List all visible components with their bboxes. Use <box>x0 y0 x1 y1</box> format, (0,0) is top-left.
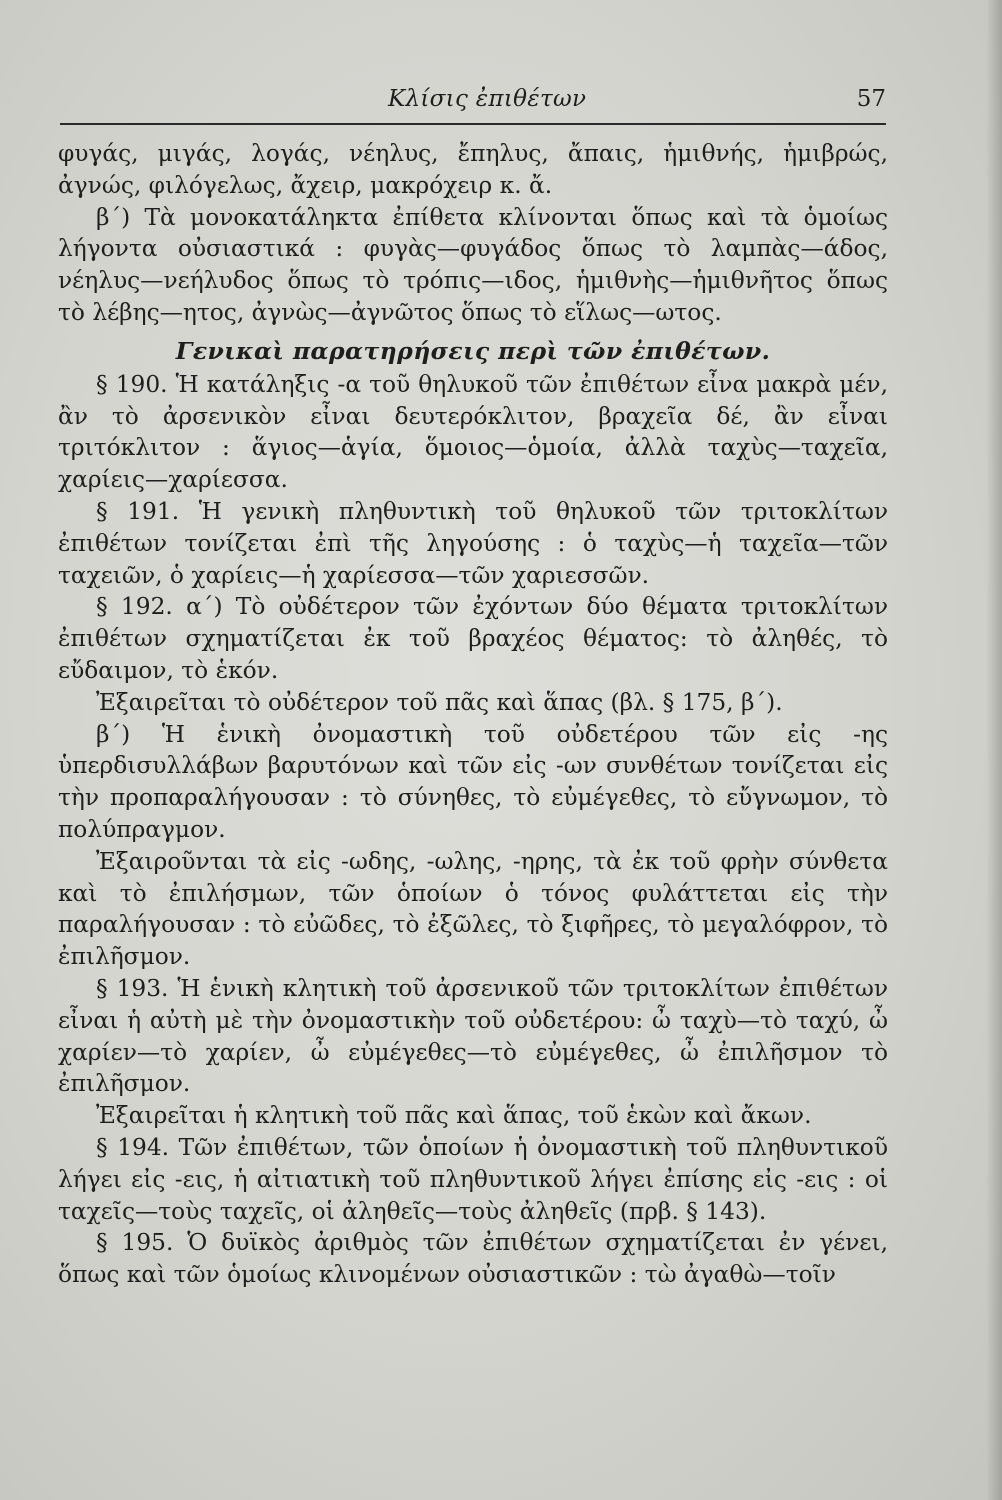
section-194: § 194. Τῶν ἐπιθέτων, τῶν ὁποίων ἡ ὀνομαστικὴ τοῦ πληθυντικοῦ λήγει εἰς -εις, ἡ αἰτιατικὴ τοῦ πληθυντικοῦ λήγει ἐπίσης εἰς -εις : οἱ ταχεῖς—τοὺς ταχεῖς, οἱ ἀληθεῖς—τοὺς ἀληθεῖς (πρβ. § 143). <box>58 1133 888 1225</box>
section-191: § 191. Ἡ γενικὴ πληθυντικὴ τοῦ θηλυκοῦ τῶν τριτοκλίτων ἐπιθέτων τονίζεται ἐπὶ τῆς ληγούσης : ὁ ταχὺς—ἡ ταχεῖα—τῶν ταχειῶν, ὁ χαρίεις—ἡ χαρίεσσα—τῶν χαριεσσῶν. <box>58 497 888 589</box>
section-193-exception: Ἐξαιρεῖται ἡ κλητικὴ τοῦ πᾶς καὶ ἅπας, τοῦ ἑκὼν καὶ ἄκων. <box>96 1102 812 1130</box>
section-192-exception: Ἐξαιρεῖται τὸ οὐδέτερον τοῦ πᾶς καὶ ἅπας (βλ. § 175, β΄). <box>96 688 783 716</box>
paragraph-word-list: φυγάς, μιγάς, λογάς, νέηλυς, ἔπηλυς, ἄπαις, ἡμιθνής, ἡμιβρώς, ἀγνώς, φιλόγελως, ἄχειρ, μακρόχειρ κ. ἄ. <box>58 140 888 199</box>
page-body <box>58 138 888 1291</box>
section-192-a: § 192. α΄) Τὸ οὐδέτερον τῶν ἐχόντων δύο θέματα τριτοκλίτων ἐπιθέτων σχηματίζεται ἐκ τοῦ βραχέος θέματος: τὸ ἀληθές, τὸ εὔδαιμον, τὸ ἑκόν. <box>58 593 888 684</box>
page-number: 57 <box>856 86 886 112</box>
running-title: Κλίσις ἐπιθέτων <box>388 86 587 112</box>
page-edge-shadow <box>986 0 1002 1500</box>
section-192-b-exception: Ἐξαιροῦνται τὰ εἰς -ωδης, -ωλης, -ηρης, τὰ ἐκ τοῦ φρὴν σύνθετα καὶ τὸ ἐπιλήσμων, τῶν ὁποίων ὁ τόνος φυλάττεται εἰς τὴν παραλήγουσαν : τὸ εὐῶδες, τὸ ἐξῶλες, τὸ ξιφῆρες, τὸ μεγαλόφρον, τὸ ἐπιλῆσμον. <box>58 847 888 971</box>
header-rule <box>60 123 886 125</box>
paragraph-monokatalekta: β΄) Τὰ μονοκατάληκτα ἐπίθετα κλίνονται ὅπως καὶ τὰ ὁμοίως λήγοντα οὐσιαστικά : φυγὰς—φυγάδος ὅπως τὸ λαμπὰς—άδος, νέηλυς—νεήλυδος ὅπως τὸ τρόπις—ιδος, ἡμιθνὴς—ἡμιθνῆτος ὅπως τὸ λέβης—ητος, ἀγνὼς—ἀγνῶτος ὅπως τὸ εἵλως—ωτος. <box>58 203 888 326</box>
section-193: § 193. Ἡ ἑνικὴ κλητικὴ τοῦ ἀρσενικοῦ τῶν τριτοκλίτων ἐπιθέτων εἶναι ἡ αὐτὴ μὲ τὴν ὀνομαστικὴν τοῦ οὐδετέρου: ὦ ταχὺ—τὸ ταχύ, ὦ χαρίεν—τὸ χαρίεν, ὦ εὐμέγεθες—τὸ εὐμέγεθες, ὦ ἐπιλῆσμον τὸ ἐπιλῆσμον. <box>58 974 888 1098</box>
section-190: § 190. Ἡ κατάληξις -α τοῦ θηλυκοῦ τῶν ἐπιθέτων εἶνα μακρὰ μέν, ἂν τὸ ἀρσενικὸν εἶναι δευτερόκλιτον, βραχεῖα δέ, ἂν εἶναι τριτόκλιτον : ἅγιος—ἁγία, ὅμοιος—ὁμοία, ἀλλὰ ταχὺς—ταχεῖα, χαρίεις—χαρίεσσα. <box>58 370 888 494</box>
section-192-b: β΄) Ἡ ἑνικὴ ὀνομαστικὴ τοῦ οὐδετέρου τῶν εἰς -ης ὑπερδισυλλάβων βαρυτόνων καὶ τῶν εἰς -ων συνθέτων τονίζεται εἰς τὴν προπαραλήγουσαν : τὸ σύνηθες, τὸ εὐμέγεθες, τὸ εὔγνωμον, τὸ πολύπραγμον. <box>58 720 888 843</box>
section-heading: Γενικαὶ παρατηρήσεις περὶ τῶν ἐπιθέτων. <box>175 336 771 365</box>
page-header <box>58 86 886 118</box>
section-195: § 195. Ὁ δυϊκὸς ἀριθμὸς τῶν ἐπιθέτων σχηματίζεται ἐν γένει, ὅπως καὶ τῶν ὁμοίως κλινομένων οὐσιαστικῶν : τὼ ἀγαθὼ—τοῖν <box>58 1229 888 1289</box>
